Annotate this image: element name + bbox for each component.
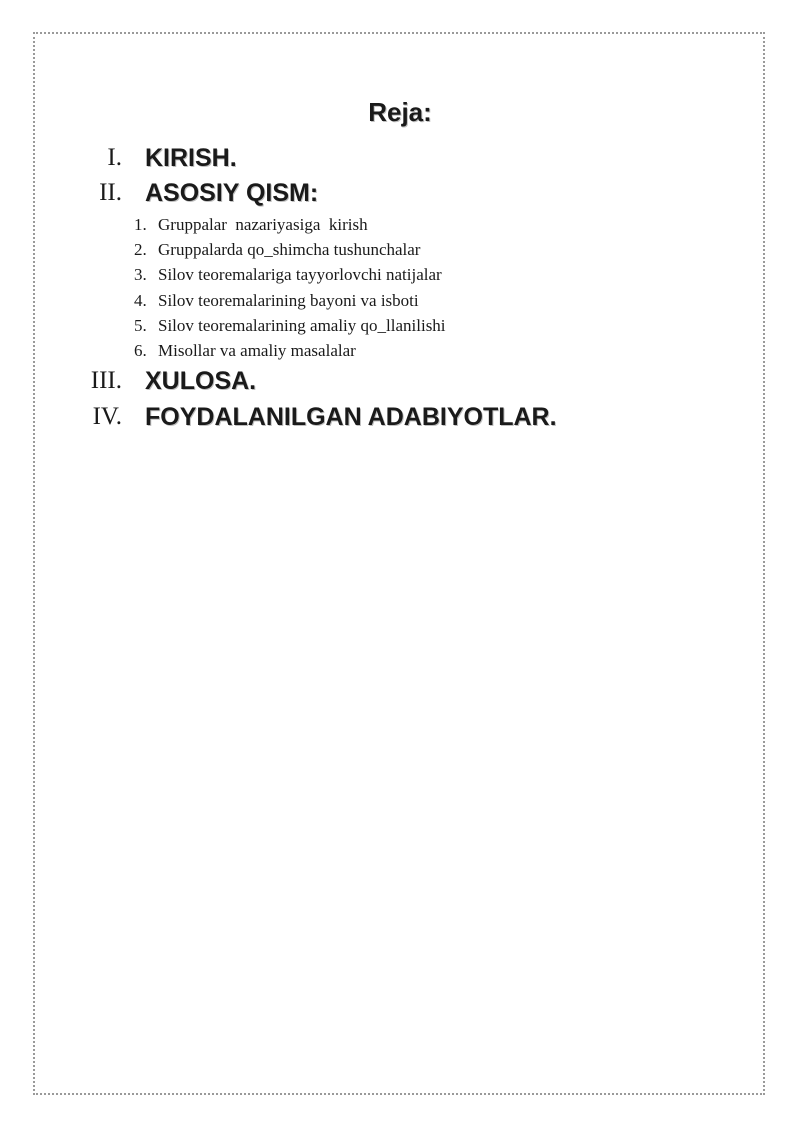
- list-item-number: 3.: [134, 265, 147, 285]
- list-item-text: Silov teoremalariga tayyorlovchi natijalar: [158, 265, 442, 285]
- section-kirish: [0, 140, 800, 176]
- section-xulosa: [0, 363, 800, 399]
- section-number: II.: [99, 179, 122, 206]
- list-item-number: 2.: [134, 240, 147, 260]
- page-title: Reja:: [368, 97, 432, 127]
- list-item-text: Misollar va amaliy masalalar: [158, 340, 356, 360]
- list-item: [0, 313, 800, 338]
- section-label: FOYDALANILGAN ADABIYOTLAR.: [145, 403, 557, 431]
- subsection-list: [0, 212, 800, 363]
- list-item: [0, 237, 800, 262]
- list-item-number: 4.: [134, 290, 147, 310]
- list-item-number: 1.: [134, 215, 147, 234]
- section-label: XULOSA.: [145, 367, 257, 395]
- list-item: [0, 338, 800, 363]
- list-item: [0, 212, 800, 237]
- list-item-text: Silov teoremalarining bayoni va isboti: [158, 290, 419, 310]
- list-item-text: Silov teoremalarining amaliy qo_llanilishi: [158, 315, 446, 335]
- list-item-number: 6.: [134, 340, 147, 360]
- section-number: I.: [107, 144, 122, 171]
- list-item-text: Gruppalarda qo_shimcha tushunchalar: [158, 240, 421, 260]
- section-number: III.: [90, 367, 122, 394]
- section-foydalanilgan-adabiyotlar: [0, 399, 800, 435]
- list-item: [0, 288, 800, 313]
- list-item-number: 5.: [134, 315, 147, 335]
- list-item-text: Gruppalar nazariyasiga kirish: [158, 215, 368, 234]
- section-number: IV.: [92, 403, 122, 430]
- section-label: KIRISH.: [145, 144, 237, 172]
- list-item: [0, 262, 800, 287]
- section-asosiy-qism: [0, 175, 800, 211]
- section-label: ASOSIY QISM:: [145, 179, 319, 207]
